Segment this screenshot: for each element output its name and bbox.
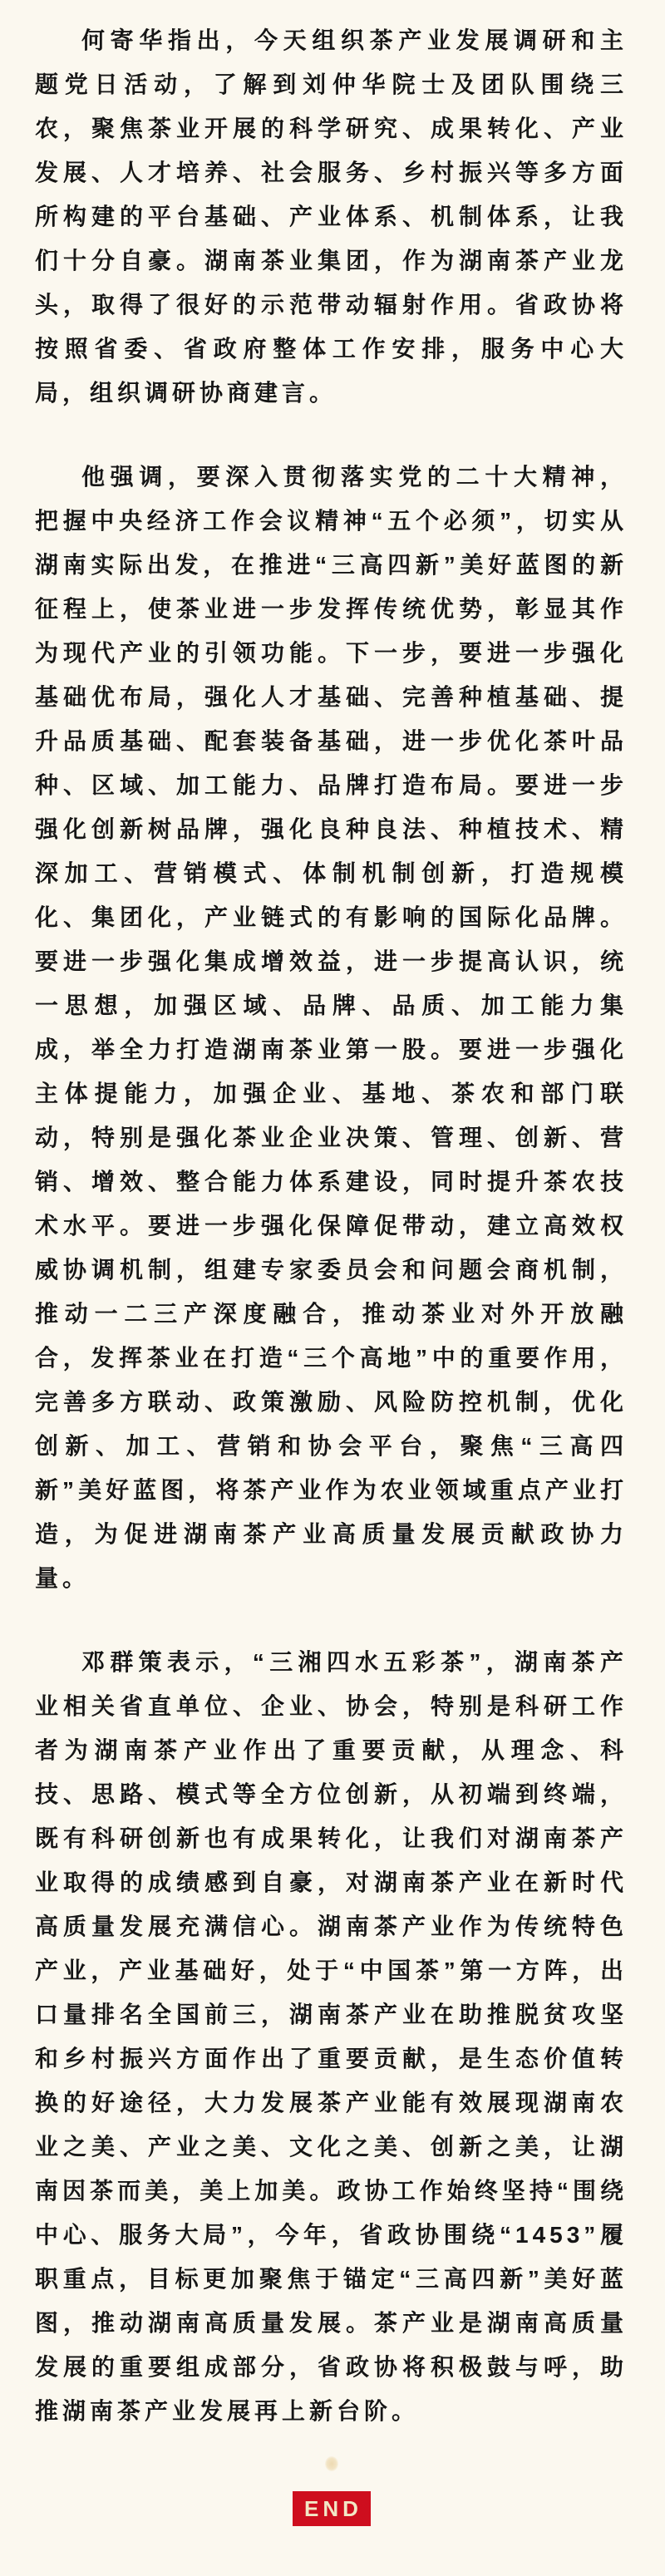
article-paragraph-1: 何寄华指出，今天组织茶产业发展调研和主题党日活动，了解到刘仲华院士及团队围绕三农，聚焦茶业开展的科学研究、成果转化、产业发展、人才培养、社会服务、乡村振兴等多方面所构建的平台基础、产业体系、机制体系，让我们十分自豪。湖南茶业集团，作为湖南茶产业龙头，取得了很好的示范带动辐射作用。省政协将按照省委、省政府整体工作安排，服务中心大局，组织调研协商建言。 [35, 27, 628, 406]
article-paragraph-3: 邓群策表示，“三湘四水五彩茶”，湖南茶产业相关省直单位、企业、协会，特别是科研工作者为湖南茶产业作出了重要贡献，从理念、科技、思路、模式等全方位创新，从初端到终端，既有科研创新也有成果转化，让我们对湖南茶产业取得的成绩感到自豪，对湖南茶产业在新时代高质量发展充满信心。湖南茶产业作为传统特色产业，产业基础好，处于“中国茶”第一方阵，出口量排名全国前三，湖南茶产业在助推脱贫攻坚和乡村振兴方面作出了重要贡献，是生态价值转换的好途径，大力发展茶产业能有效展现湖南农业之美、产业之美、文化之美、创新之美，让湖南因茶而美，美上加美。政协工作始终坚持“围绕中心、服务大局”，今年，省政协围绕“1453”履职重点，目标更加聚焦于锚定“三高四新”美好蓝图，推动湖南高质量发展。茶产业是湖南高质量发展的重要组成部分，省政协将积极鼓与呼，助推湖南茶产业发展再上新台阶。 [35, 1649, 628, 2424]
end-badge-label: END [304, 2495, 362, 2521]
decorative-dot-icon [325, 2456, 338, 2471]
end-badge [293, 2491, 371, 2526]
article-paragraph-2: 他强调，要深入贯彻落实党的二十大精神，把握中央经济工作会议精神“五个必须”，切实从湖南实际出发，在推进“三高四新”美好蓝图的新征程上，使茶业进一步发挥传统优势，彰显其作为现代产业的引领功能。下一步，要进一步强化基础优布局，强化人才基础、完善种植基础、提升品质基础、配套装备基础，进一步优化茶叶品种、区域、加工能力、品牌打造布局。要进一步强化创新树品牌，强化良种良法、种植技术、精深加工、营销模式、体制机制创新，打造规模化、集团化，产业链式的有影响的国际化品牌。要进一步强化集成增效益，进一步提高认识，统一思想，加强区域、品牌、品质、加工能力集成，举全力打造湖南茶业第一股。要进一步强化主体提能力，加强企业、基地、茶农和部门联动，特别是强化茶业企业决策、管理、创新、营销、增效、整合能力体系建设，同时提升茶农技术水平。要进一步强化保障促带动，建立高效权威协调机制，组建专家委员会和问题会商机制，推动一二三产深度融合，推动茶业对外开放融合，发挥茶业在打造“三个高地”中的重要作用，完善多方联动、政策激励、风险防控机制，优化创新、加工、营销和协会平台，聚焦“三高四新”美好蓝图，将茶产业作为农业领域重点产业打造，为促进湖南茶产业高质量发展贡献政协力量。 [35, 464, 628, 1591]
article-footer [35, 2456, 628, 2526]
article-body [35, 18, 628, 2433]
